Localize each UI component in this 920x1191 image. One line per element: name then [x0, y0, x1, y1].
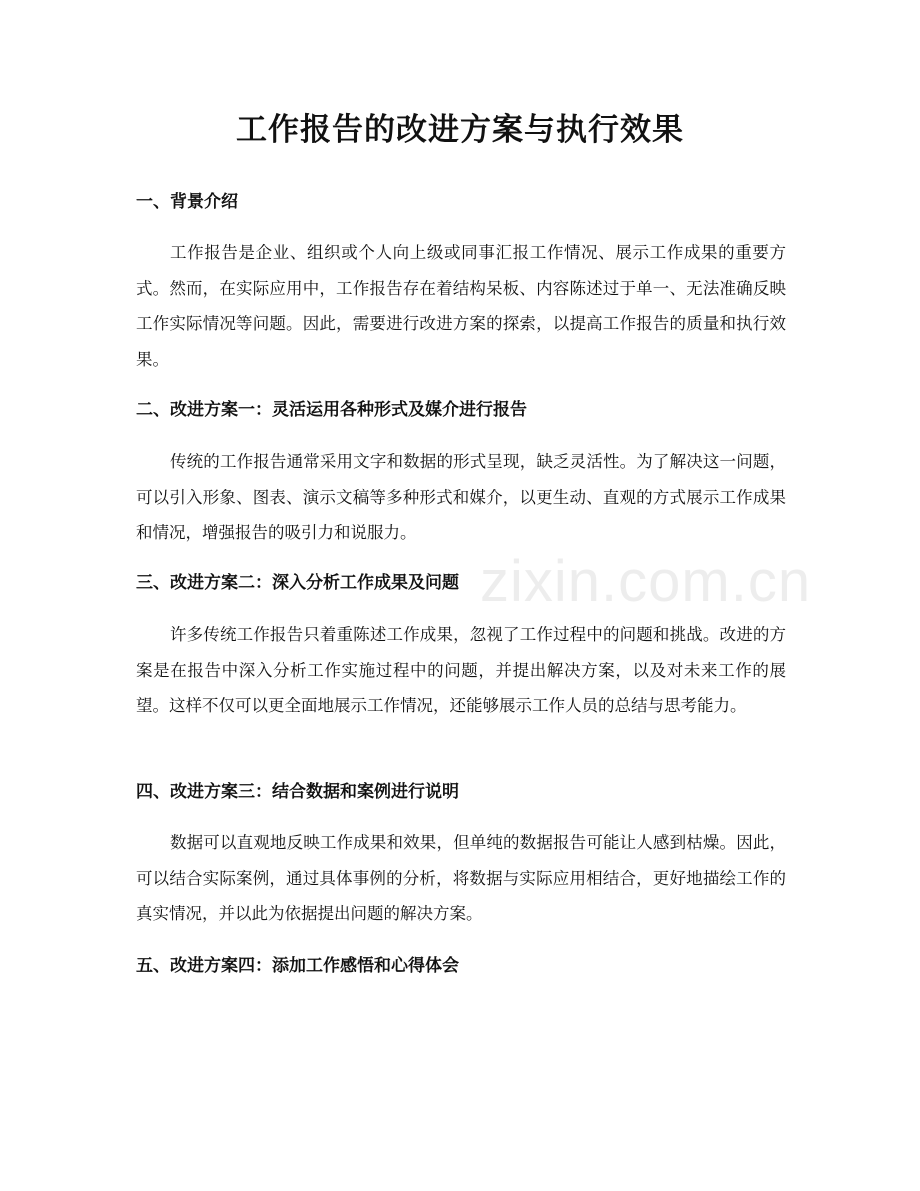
section-body-plan-two: 许多传统工作报告只着重陈述工作成果，忽视了工作过程中的问题和挑战。改进的方案是在报告中深入分析工作实施过程中的问题，并提出解决方案，以及对未来工作的展望。这样不仅可以更全面地展示工作情况，还能够展示工作人员的总结与思考能力。	[136, 625, 786, 715]
section-heading-plan-two: 三、改进方案二：深入分析工作成果及问题	[136, 573, 459, 593]
section-heading-plan-four: 五、改进方案四：添加工作感悟和心得体会	[136, 956, 459, 976]
section-body-plan-three: 数据可以直观地反映工作成果和效果，但单纯的数据报告可能让人感到枯燥。因此，可以结合实际案例，通过具体事例的分析，将数据与实际应用相结合，更好地描绘工作的真实情况，并以此为依据提出问题的解决方案。	[136, 833, 786, 923]
section-heading-plan-three: 四、改进方案三：结合数据和案例进行说明	[136, 782, 459, 802]
section-heading-background: 一、背景介绍	[136, 192, 238, 212]
watermark-text: zixin.com.cn	[480, 549, 812, 614]
section-body-background: 工作报告是企业、组织或个人向上级或同事汇报工作情况、展示工作成果的重要方式。然而，在实际应用中，工作报告存在着结构呆板、内容陈述过于单一、无法准确反映工作实际情况等问题。因此，需要进行改进方案的探索，以提高工作报告的质量和执行效果。	[136, 243, 786, 369]
section-heading-plan-one: 二、改进方案一：灵活运用各种形式及媒介进行报告	[136, 400, 527, 420]
section-body-plan-one: 传统的工作报告通常采用文字和数据的形式呈现，缺乏灵活性。为了解决这一问题，可以引入形象、图表、演示文稿等多种形式和媒介，以更生动、直观的方式展示工作成果和情况，增强报告的吸引力和说服力。	[136, 452, 786, 542]
document-title: 工作报告的改进方案与执行效果	[236, 112, 684, 148]
